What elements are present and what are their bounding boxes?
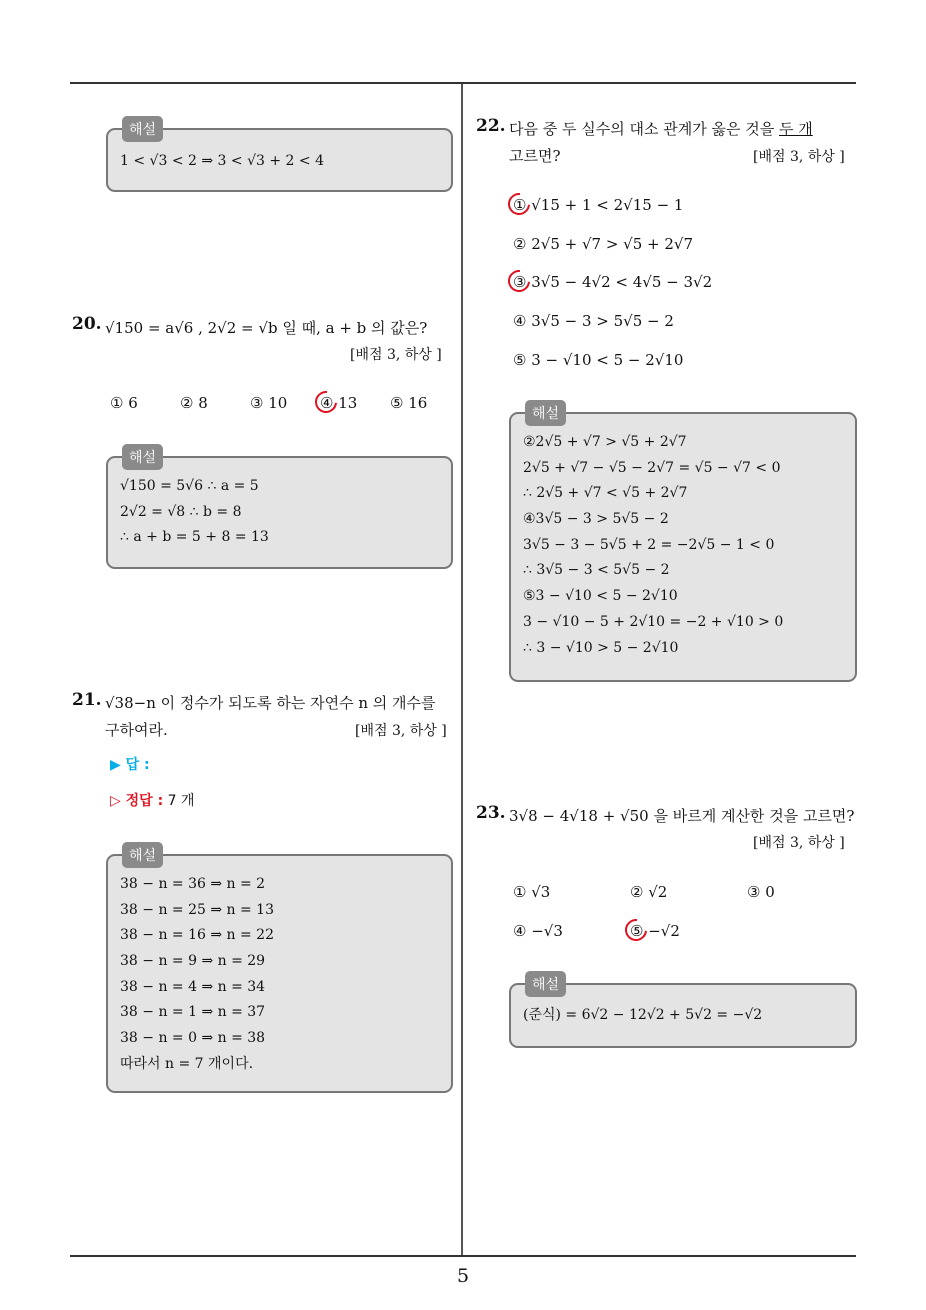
explanation-line: 1 < √3 < 2 ⇒ 3 < √3 + 2 < 4 (120, 153, 324, 169)
explanation-line: ④3√5 − 3 > 5√5 − 2 (523, 511, 669, 528)
q20-choice-2[interactable]: ② 8 (180, 394, 208, 412)
explanation-line: ∴ 3 − √10 > 5 − 2√10 (523, 639, 679, 656)
explanation-line: 2√5 + √7 − √5 − 2√7 = √5 − √7 < 0 (523, 459, 781, 476)
explanation-line: 따라서 n = 7 개이다. (120, 1055, 254, 1072)
q20-choice-4[interactable]: ④ 13 (320, 394, 358, 412)
explanation-tag: 해설 (122, 116, 163, 142)
explanation-line: ∴ 2√5 + √7 < √5 + 2√7 (523, 485, 688, 502)
q19-explanation-box (106, 122, 453, 192)
top-rule (70, 82, 856, 84)
q23-score: [배점 3, 하상 ] (753, 835, 845, 851)
q23-choice-4[interactable]: ④ −√3 (513, 922, 563, 940)
answer-mark-icon (504, 266, 535, 297)
q22-choice-2[interactable]: ② 2√5 + √7 > √5 + 2√7 (513, 235, 694, 253)
q23-choice-5[interactable]: ⑤ −√2 (630, 922, 680, 940)
q22-question-text: 다음 중 두 실수의 대소 관계가 옳은 것을 (509, 120, 779, 138)
q20-choice-5[interactable]: ⑤ 16 (390, 394, 428, 412)
q23-choice-2[interactable]: ② √2 (630, 883, 668, 901)
explanation-tag: 해설 (122, 842, 163, 868)
q21-question-line2: 구하여라. (105, 721, 168, 739)
explanation-line: ②2√5 + √7 > √5 + 2√7 (523, 434, 687, 450)
correct-answer-label: ▷ 정답 : (110, 793, 164, 809)
explanation-line: 38 − n = 1 ⇒ n = 37 (120, 1004, 266, 1021)
answer-mark-icon (311, 387, 342, 418)
answer-input-label[interactable]: ▶ 답 : (110, 757, 150, 773)
q20-choice-1[interactable]: ① 6 (110, 394, 138, 412)
q21-explanation-box (106, 848, 453, 1093)
explanation-line: ∴ a + b = 5 + 8 = 13 (120, 529, 269, 546)
correct-answer (110, 790, 195, 810)
q23-question: 3√8 − 4√18 + √50 을 바르게 계산한 것을 고르면? (509, 807, 855, 825)
q20-number: 20. (72, 314, 102, 334)
explanation-line: ⑤3 − √10 < 5 − 2√10 (523, 588, 678, 605)
q22-score: [배점 3, 하상 ] (753, 149, 845, 165)
q22-choice-3[interactable]: ③ 3√5 − 4√2 < 4√5 − 3√2 (513, 273, 713, 291)
q23-explanation-box (509, 977, 857, 1048)
explanation-line: 38 − n = 9 ⇒ n = 29 (120, 953, 266, 970)
explanation-line: 38 − n = 4 ⇒ n = 34 (120, 978, 266, 995)
explanation-line: 38 − n = 16 ⇒ n = 22 (120, 927, 274, 944)
answer-mark-icon (504, 189, 535, 220)
q22-question-line1 (509, 118, 813, 139)
explanation-line: 3 − √10 − 5 + 2√10 = −2 + √10 > 0 (523, 613, 784, 630)
q21-score: [배점 3, 하상 ] (355, 723, 447, 739)
q20-score: [배점 3, 하상 ] (350, 347, 442, 363)
q22-question-line2: 고르면? (509, 147, 561, 165)
column-divider (461, 84, 463, 1257)
correct-answer-value: 7 개 (167, 793, 195, 809)
page-number: 5 (456, 1265, 470, 1287)
q22-choice-5[interactable]: ⑤ 3 − √10 < 5 − 2√10 (513, 351, 684, 369)
q22-explanation-box (509, 406, 857, 682)
q22-choice-1[interactable]: ① √15 + 1 < 2√15 − 1 (513, 196, 684, 214)
bottom-rule (70, 1255, 856, 1257)
q22-choice-4[interactable]: ④ 3√5 − 3 > 5√5 − 2 (513, 312, 674, 330)
explanation-line: 38 − n = 36 ⇒ n = 2 (120, 876, 266, 892)
explanation-tag: 해설 (525, 971, 566, 997)
explanation-line: 3√5 − 3 − 5√5 + 2 = −2√5 − 1 < 0 (523, 536, 775, 553)
explanation-tag: 해설 (122, 444, 163, 470)
explanation-line: ∴ 3√5 − 3 < 5√5 − 2 (523, 562, 670, 579)
explanation-line: 38 − n = 25 ⇒ n = 13 (120, 901, 274, 918)
q21-question-line1: √38−n 이 정수가 되도록 하는 자연수 n 의 개수를 (105, 694, 436, 712)
explanation-tag: 해설 (525, 400, 566, 426)
answer-mark-icon (621, 915, 652, 946)
q20-choice-3[interactable]: ③ 10 (250, 394, 288, 412)
q23-choice-3[interactable]: ③ 0 (747, 883, 775, 901)
explanation-line: 38 − n = 0 ⇒ n = 38 (120, 1030, 266, 1047)
explanation-line: (준식) = 6√2 − 12√2 + 5√2 = −√2 (523, 1007, 763, 1023)
q20-question: √150 = a√6 , 2√2 = √b 일 때, a + b 의 값은? (105, 319, 428, 337)
q21-number: 21. (72, 690, 102, 710)
q23-choice-1[interactable]: ① √3 (513, 883, 551, 901)
explanation-line: 2√2 = √8 ∴ b = 8 (120, 503, 242, 520)
q22-question-emphasis: 두 개 (779, 120, 813, 138)
q22-number: 22. (476, 116, 506, 136)
q20-explanation-box (106, 450, 453, 569)
q23-number: 23. (476, 803, 506, 823)
explanation-line: √150 = 5√6 ∴ a = 5 (120, 478, 259, 494)
